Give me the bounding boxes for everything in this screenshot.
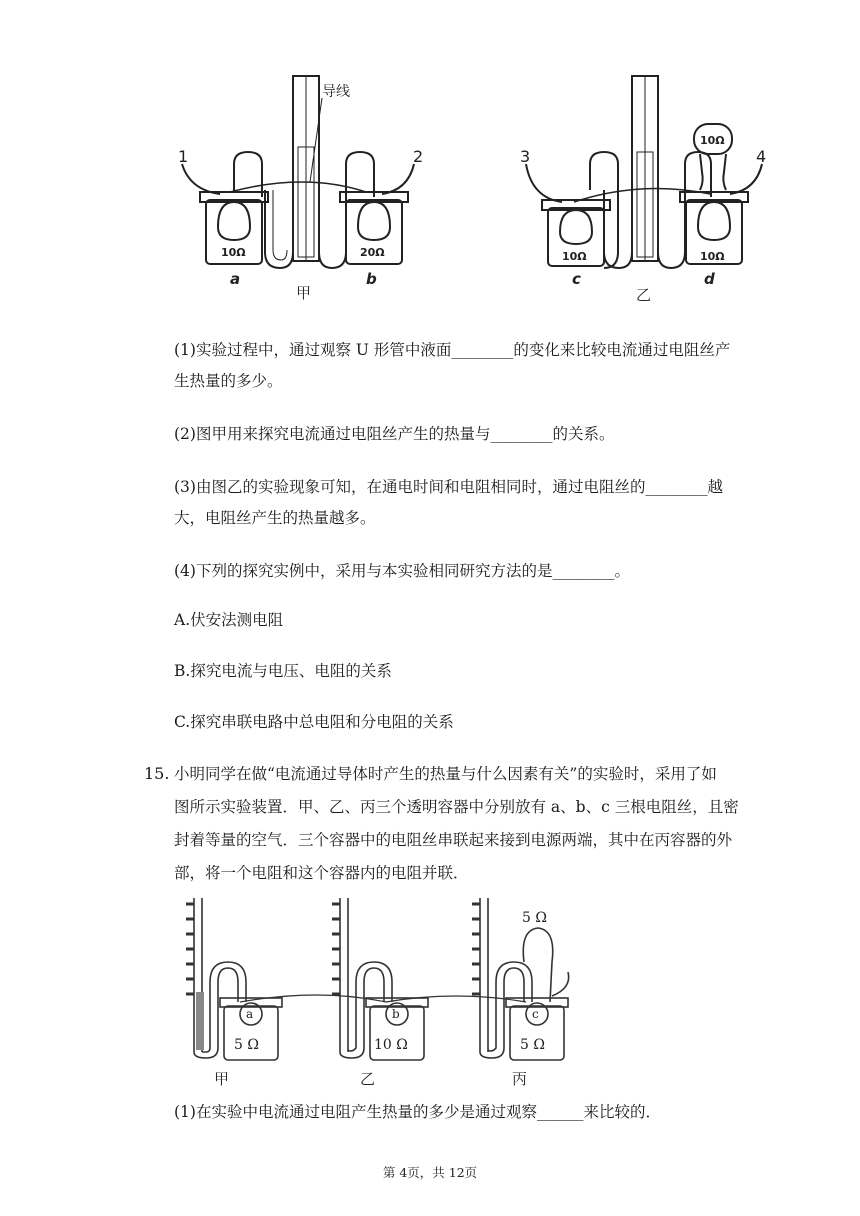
- label-d: d: [704, 270, 715, 288]
- label-3: 3: [520, 147, 531, 166]
- label-a: a: [230, 270, 241, 288]
- figure-joule-heating-experiment: [170, 72, 780, 312]
- label-bing: 丙: [512, 1070, 528, 1088]
- label-b: b: [366, 270, 377, 288]
- q14-sub3-line2: 大，电阻丝产生的热量越多。: [174, 509, 376, 527]
- label-4: 4: [756, 147, 767, 166]
- q15-line1: 小明同学在做“电流通过导体时产生的热量与什么因素有关”的实验时，采用了如: [174, 765, 717, 783]
- label-a: a: [246, 1007, 254, 1021]
- q15-line4: 部，将一个电阻和这个容器内的电阻并联．: [174, 864, 469, 882]
- label-yi: 乙: [360, 1070, 376, 1088]
- figure-1-svg: [170, 72, 780, 312]
- q14-sub1-line2: 生热量的多少。: [174, 372, 283, 390]
- label-yi: 乙: [636, 286, 652, 304]
- label-wire: 导线: [322, 84, 350, 100]
- q15-number: 15.: [144, 764, 170, 783]
- q15-sub1: (1)在实验中电流通过电阻产生热量的多少是通过观察______来比较的．: [174, 1103, 661, 1121]
- resistor-d-label: 10Ω: [700, 250, 725, 263]
- label-external-5ohm: 5 Ω: [522, 910, 547, 926]
- label-2: 2: [413, 147, 424, 166]
- q14-option-a: A.伏安法测电阻: [174, 611, 284, 629]
- q15-line2: 图所示实验装置．甲、乙、丙三个透明容器中分别放有 a、b、c 三根电阻丝，且密: [174, 798, 739, 816]
- figure-three-containers: [180, 892, 580, 1092]
- label-jia: 甲: [214, 1070, 230, 1088]
- page-footer: 第 4页，共 12页: [382, 1165, 478, 1180]
- q14-option-c: C.探究串联电路中总电阻和分电阻的关系: [174, 713, 454, 731]
- q14-option-b: B.探究电流与电压、电阻的关系: [174, 662, 392, 680]
- q14-sub2: (2)图甲用来探究电流通过电阻丝产生的热量与________的关系。: [174, 425, 615, 443]
- resistor-b-label: 20Ω: [360, 246, 385, 259]
- resistor-a-label: 10Ω: [221, 246, 246, 259]
- resistor-a-value: 5 Ω: [234, 1037, 259, 1053]
- label-1: 1: [178, 147, 189, 166]
- label-jia: 甲: [296, 284, 312, 302]
- q14-sub3-line1: (3)由图乙的实验现象可知，在通电时间和电阻相同时，通过电阻丝的________越: [174, 478, 723, 496]
- figure-2-svg: [180, 892, 580, 1092]
- q14-sub4: (4)下列的探究实例中，采用与本实验相同研究方法的是________。: [174, 562, 630, 580]
- label-c: c: [572, 270, 581, 288]
- label-c: c: [532, 1007, 539, 1021]
- q14-sub1-line1: (1)实验过程中，通过观察 U 形管中液面________的变化来比较电流通过电阻丝产: [174, 341, 731, 359]
- resistor-c-value: 5 Ω: [520, 1037, 545, 1053]
- resistor-b-value: 10 Ω: [374, 1037, 408, 1053]
- resistor-external-label: 10Ω: [700, 134, 725, 147]
- resistor-c-label: 10Ω: [562, 250, 587, 263]
- q15-line3: 封着等量的空气．三个容器中的电阻丝串联起来接到电源两端，其中在丙容器的外: [174, 831, 733, 849]
- label-b: b: [392, 1007, 400, 1021]
